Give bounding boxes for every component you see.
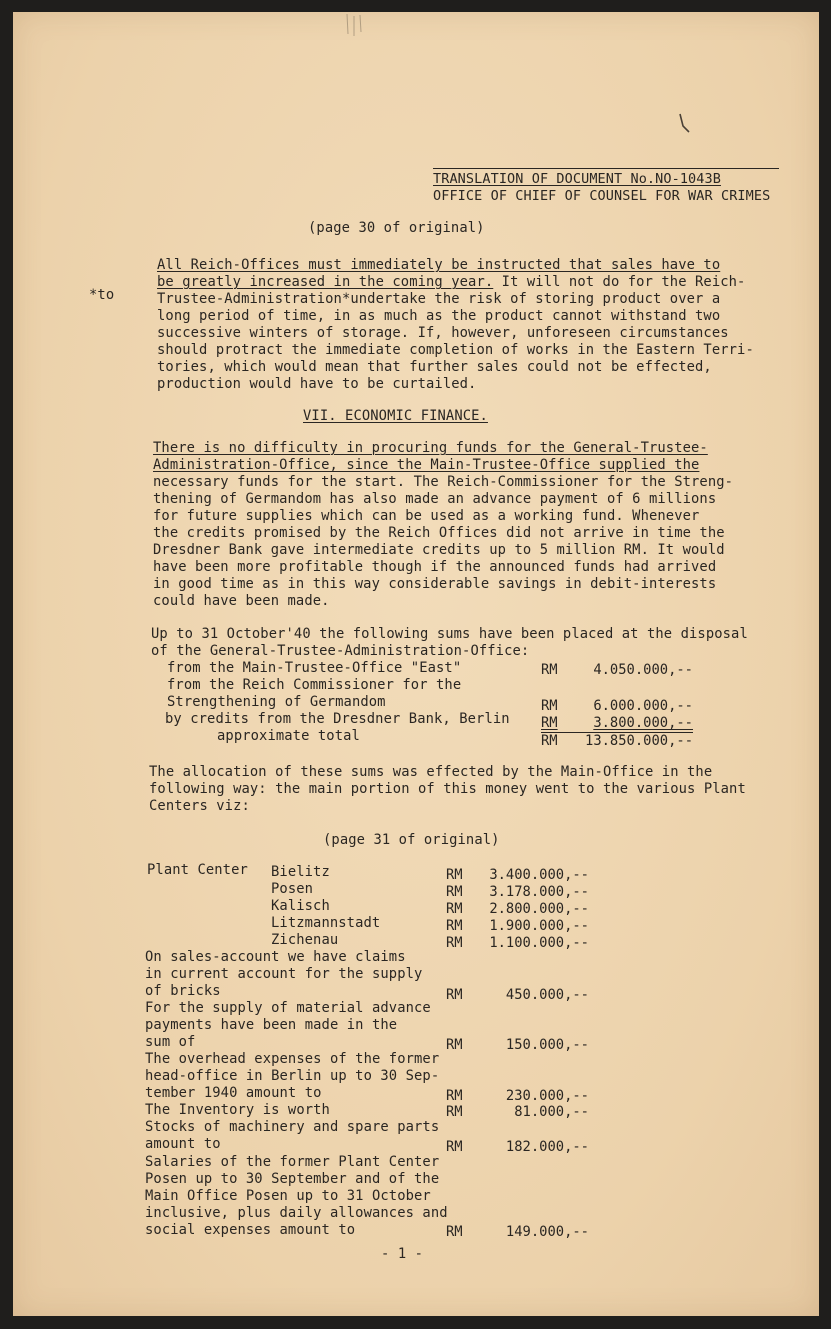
plant-center-amount: 1.100.000,--	[489, 935, 589, 951]
sum-amount: 13.850.000,--	[585, 733, 693, 749]
para2-line: could have been made.	[153, 593, 330, 609]
sum-currency: RM	[541, 662, 558, 678]
expense-line: social expenses amount to	[145, 1222, 356, 1238]
para2-line: in good time as in this way considerable savings in debit-interests	[153, 576, 717, 592]
para1-line: Trustee-Administration*undertake the risk of storing product over a	[157, 291, 721, 307]
para2-line: thening of Germandom has also made an advance payment of 6 millions	[153, 491, 717, 507]
para1-line: successive winters of storage. If, however, unforeseen circumstances	[157, 325, 729, 341]
plant-center-name: Bielitz	[271, 864, 330, 880]
expense-currency: RM	[446, 1104, 463, 1120]
para3-line: Up to 31 October'40 the following sums have been placed at the disposal	[151, 626, 748, 642]
expense-amount: 450.000,--	[505, 987, 589, 1003]
para2-line: There is no difficulty in procuring funds for the General-Trustee-	[153, 440, 708, 456]
header-line-2: OFFICE OF CHIEF OF COUNSEL FOR WAR CRIMES	[433, 188, 771, 204]
expense-currency: RM	[446, 1224, 463, 1240]
expense-currency: RM	[446, 1139, 463, 1155]
plant-center-amount: 1.900.000,--	[489, 918, 589, 934]
para4-line: Centers viz:	[149, 798, 250, 814]
expense-line: Main Office Posen up to 31 October	[145, 1188, 431, 1204]
expense-line: payments have been made in the	[145, 1017, 398, 1033]
para1-line: All Reich-Offices must immediately be instructed that sales have to	[157, 257, 721, 273]
expense-line: head-office in Berlin up to 30 Sep-	[145, 1068, 440, 1084]
expense-currency: RM	[446, 1088, 463, 1104]
page-number: - 1 -	[381, 1246, 424, 1262]
expense-line: Salaries of the former Plant Center	[145, 1154, 440, 1170]
expense-line: amount to	[145, 1136, 221, 1152]
sum-currency: RM	[541, 715, 558, 731]
expense-amount: 230.000,--	[505, 1088, 589, 1104]
page-31-label: (page 31 of original)	[323, 832, 500, 848]
plant-center-name: Litzmannstadt	[271, 915, 381, 931]
para1-line: should protract the immediate completion of works in the Eastern Terri-	[157, 342, 754, 358]
para1-line	[157, 274, 745, 291]
expense-line: For the supply of material advance	[145, 1000, 431, 1016]
expense-line: in current account for the supply	[145, 966, 423, 982]
para1-line-rest: It will not do for the Reich-	[493, 274, 746, 290]
expense-line: Stocks of machinery and spare parts	[145, 1119, 440, 1135]
plant-center-amount: 2.800.000,--	[489, 901, 589, 917]
expense-line: of bricks	[145, 983, 221, 999]
expense-line: On sales-account we have claims	[145, 949, 406, 965]
para4-line: following way: the main portion of this money went to the various Plant	[149, 781, 746, 797]
sum-currency: RM	[541, 698, 558, 714]
expense-line: inclusive, plus daily allowances and	[145, 1205, 448, 1221]
para1-line: production would have to be curtailed.	[157, 376, 477, 392]
sum-label: Strengthening of Germandom	[167, 694, 386, 710]
expense-amount: 182.000,--	[505, 1139, 589, 1155]
plant-center-amount: 3.178.000,--	[489, 884, 589, 900]
page-30-label: (page 30 of original)	[308, 220, 485, 236]
margin-note: *to	[89, 287, 115, 303]
expense-line: Posen up to 30 September and of the	[145, 1171, 440, 1187]
sum-amount: 6.000.000,--	[593, 698, 693, 714]
para2-line: the credits promised by the Reich Offices did not arrive in time the	[153, 525, 725, 541]
sum-label: from the Reich Commissioner for the	[167, 677, 462, 693]
para3-line: of the General-Trustee-Administration-Office:	[151, 643, 530, 659]
sum-currency: RM	[541, 733, 558, 749]
para1-line-underlined: be greatly increased in the coming year.	[157, 274, 494, 290]
sum-label: by credits from the Dresdner Bank, Berlin	[165, 711, 510, 727]
para2-line: necessary funds for the start. The Reich-Commissioner for the Streng-	[153, 474, 734, 490]
expense-amount: 150.000,--	[505, 1037, 589, 1053]
para2-line: for future supplies which can be used as a working fund. Whenever	[153, 508, 700, 524]
plant-center-currency: RM	[446, 935, 463, 951]
para1-line: long period of time, in as much as the product cannot withstand two	[157, 308, 721, 324]
para1-line: tories, which would mean that further sales could not be effected,	[157, 359, 712, 375]
staple-mark-icon	[341, 12, 371, 42]
expense-amount: 81.000,--	[514, 1104, 589, 1120]
section-heading: VII. ECONOMIC FINANCE.	[303, 408, 488, 424]
plant-center-currency: RM	[446, 867, 463, 883]
header-rule	[433, 168, 779, 169]
sum-label: approximate total	[217, 728, 360, 744]
sum-amount: 3.800.000,--	[593, 715, 693, 731]
expense-line: tember 1940 amount to	[145, 1085, 322, 1101]
document-page	[13, 12, 819, 1316]
plant-center-currency: RM	[446, 901, 463, 917]
header-line-1: TRANSLATION OF DOCUMENT No.NO-1043B	[433, 171, 721, 187]
expense-currency: RM	[446, 1037, 463, 1053]
expense-amount: 149.000,--	[505, 1224, 589, 1240]
plant-center-amount: 3.400.000,--	[489, 867, 589, 883]
plant-center-name: Zichenau	[271, 932, 339, 948]
expense-currency: RM	[446, 987, 463, 1003]
pencil-tick-icon	[677, 112, 697, 142]
sum-amount: 4.050.000,--	[593, 662, 693, 678]
para2-line: Administration-Office, since the Main-Trustee-Office supplied the	[153, 457, 700, 473]
plant-center-name: Posen	[271, 881, 314, 897]
plant-center-currency: RM	[446, 918, 463, 934]
plant-center-name: Kalisch	[271, 898, 330, 914]
expense-line: sum of	[145, 1034, 196, 1050]
para2-line: have been more profitable though if the announced funds had arrived	[153, 559, 717, 575]
expense-line: The Inventory is worth	[145, 1102, 330, 1118]
plant-center-currency: RM	[446, 884, 463, 900]
sum-label: from the Main-Trustee-Office "East"	[167, 660, 462, 676]
para4-line: The allocation of these sums was effected by the Main-Office in the	[149, 764, 713, 780]
expense-line: The overhead expenses of the former	[145, 1051, 440, 1067]
plant-center-label: Plant Center	[147, 862, 248, 878]
para2-line: Dresdner Bank gave intermediate credits up to 5 million RM. It would	[153, 542, 725, 558]
